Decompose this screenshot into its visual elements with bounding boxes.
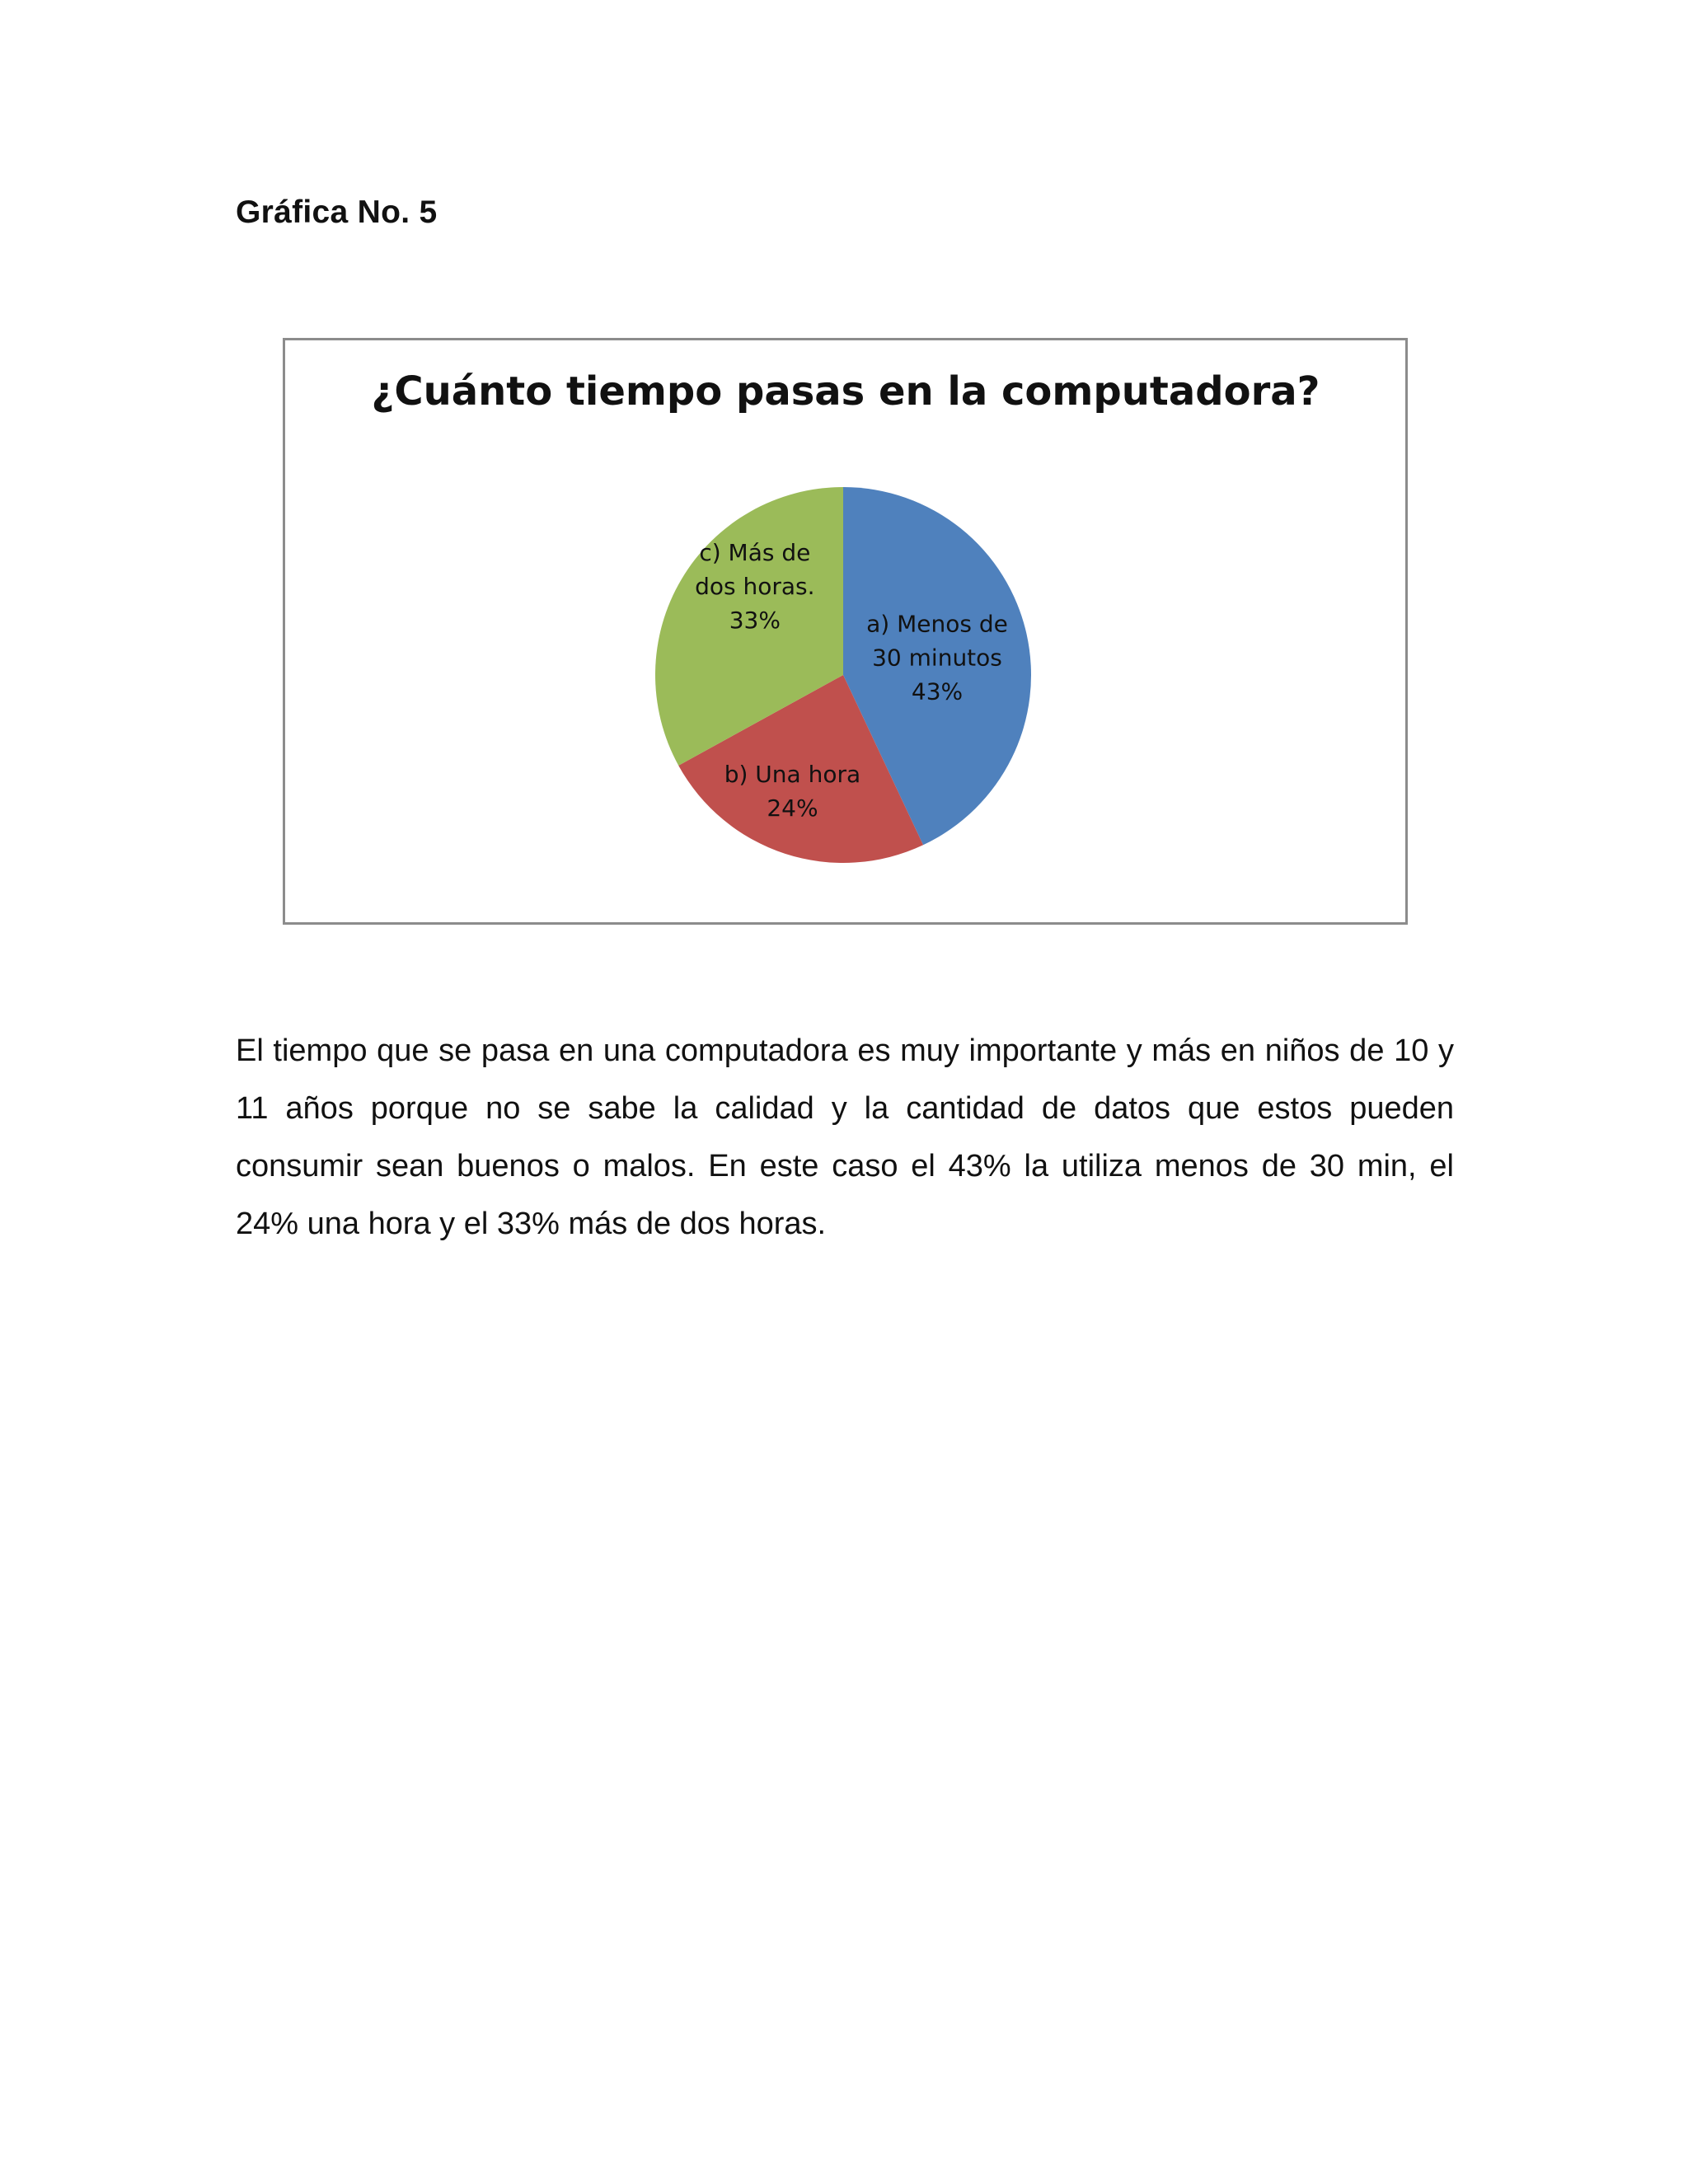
slice-label-0: a) Menos de 30 minutos 43%	[866, 610, 1008, 705]
body-paragraph: El tiempo que se pasa en una computadora es muy importante y más en niños de 10 y 11 años porque no se sabe la calidad y la cantidad de datos que estos pueden consumir sean buenos o malos. En este caso el 43% la utiliza menos de 30 min, el 24% una hora y el 33% más de dos horas.	[236, 1033, 1454, 1241]
slice-label-1: b) Una hora 24%	[724, 760, 861, 822]
figure-heading: Gráfica No. 5	[236, 194, 438, 230]
chart-title: ¿Cuánto tiempo pasas en la computadora?	[371, 368, 1320, 415]
pie-chart-frame	[283, 338, 1408, 925]
pie-chart	[285, 340, 1405, 922]
slice-label-2: c) Más de dos horas. 33%	[695, 538, 815, 634]
